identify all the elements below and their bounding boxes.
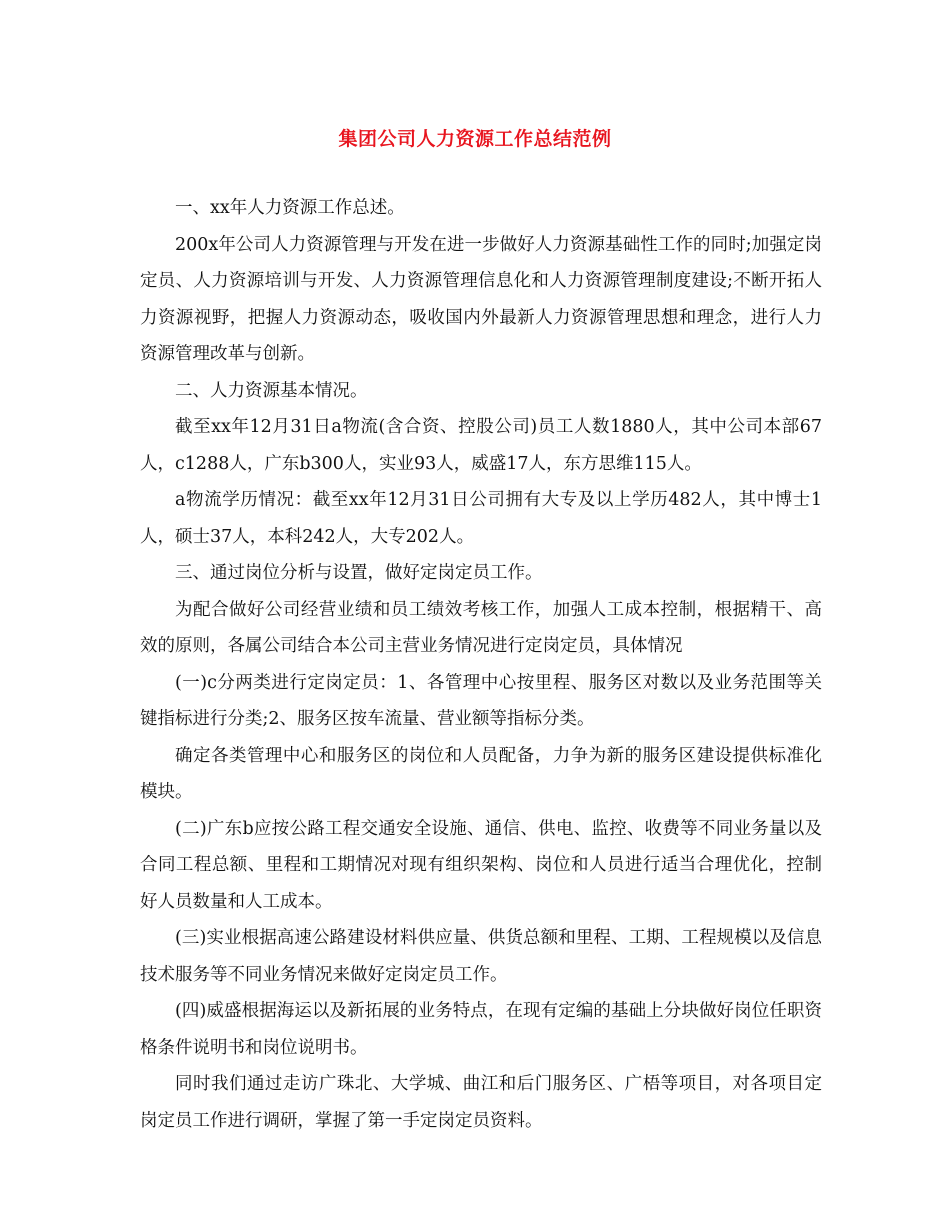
paragraph: (二)广东b应按公路工程交通安全设施、通信、供电、监控、收费等不同业务量以及合同工程总额、里程和工期情况对现有组织架构、岗位和人员进行适当合理优化，控制好人员数量和人工成本。	[140, 818, 822, 912]
paragraph: 确定各类管理中心和服务区的岗位和人员配备，力争为新的服务区建设提供标准化模块。	[140, 745, 822, 802]
paragraph: (四)威盛根据海运以及新拓展的业务特点，在现有定编的基础上分块做好岗位任职资格条件说明书和岗位说明书。	[140, 1001, 822, 1058]
section-heading-2: 二、人力资源基本情况。	[175, 380, 368, 401]
paragraph: 截至xx年12月31日a物流(含合资、控股公司)员工人数1880人，其中公司本部67人，c1288人，广东b300人，实业93人，威盛17人，东方思维115人。	[140, 417, 822, 474]
document-title: 集团公司人力资源工作总结范例	[338, 128, 612, 150]
section-heading-3: 三、通过岗位分析与设置，做好定岗定员工作。	[175, 563, 543, 583]
document-body	[140, 190, 822, 1139]
paragraph: (一)c分两类进行定岗定员：1、各管理中心按里程、服务区对数以及业务范围等关键指标进行分类;2、服务区按车流量、营业额等指标分类。	[140, 672, 822, 729]
section-heading-1: 一、xx年人力资源工作总述。	[175, 198, 405, 218]
paragraph: 为配合做好公司经营业绩和员工绩效考核工作，加强人工成本控制，根据精干、高效的原则，各属公司结合本公司主营业务情况进行定岗定员，具体情况	[140, 599, 822, 656]
paragraph: a物流学历情况：截至xx年12月31日公司拥有大专及以上学历482人，其中博士1人，硕士37人，本科242人，大专202人。	[140, 490, 822, 547]
paragraph: 200x年公司人力资源管理与开发在进一步做好人力资源基础性工作的同时;加强定岗定员、人力资源培训与开发、人力资源管理信息化和人力资源管理制度建设;不断开拓人力资源视野，把握人力资源动态，吸收国内外最新人力资源管理思想和理念，进行人力资源管理改革与创新。	[140, 234, 822, 364]
paragraph: (三)实业根据高速公路建设材料供应量、供货总额和里程、工期、工程规模以及信息技术服务等不同业务情况来做好定岗定员工作。	[140, 928, 822, 985]
paragraph: 同时我们通过走访广珠北、大学城、曲江和后门服务区、广梧等项目，对各项目定岗定员工作进行调研，掌握了第一手定岗定员资料。	[140, 1074, 822, 1131]
